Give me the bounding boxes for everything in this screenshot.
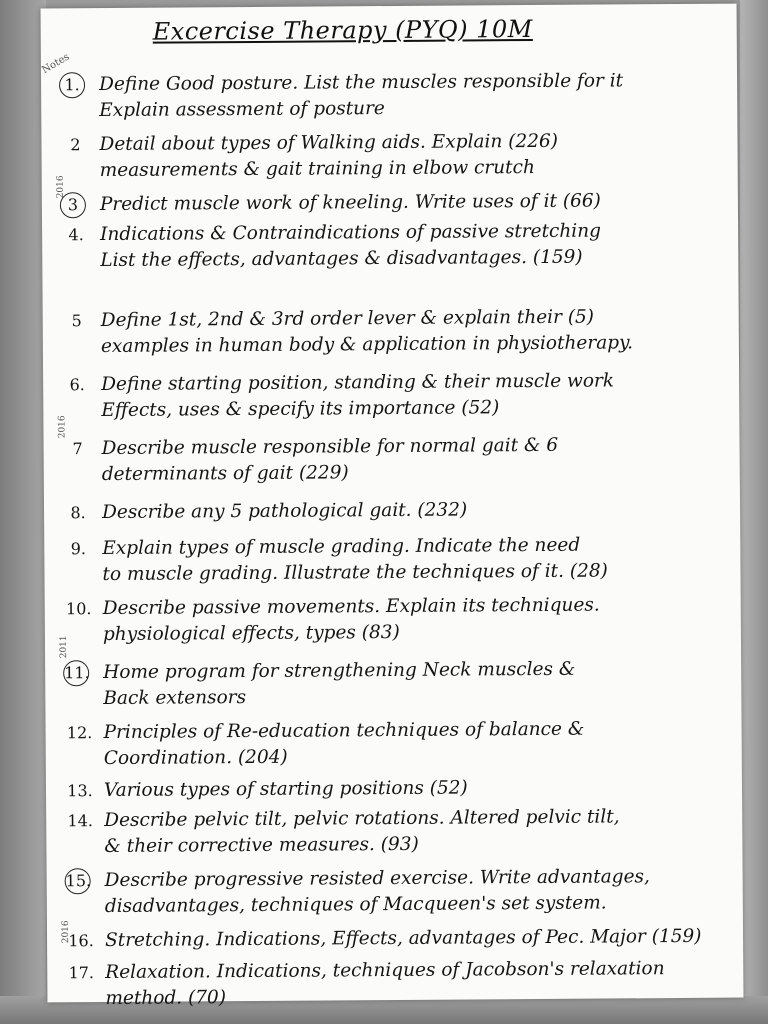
question-line: Stretching. Indications, Effects, advantages of Pec. Major (159) bbox=[104, 925, 702, 952]
question-text bbox=[100, 218, 724, 274]
question-text bbox=[102, 496, 726, 526]
question-line: Detail about types of Walking aids. Explain (226) bbox=[99, 130, 559, 156]
question-text bbox=[103, 656, 727, 712]
question-item bbox=[43, 304, 735, 358]
question-line: Coordination. (204) bbox=[103, 746, 288, 770]
question-line: Indications & Contraindications of passive stretching bbox=[100, 220, 601, 246]
question-number: 15. bbox=[65, 868, 91, 894]
question-text bbox=[104, 716, 728, 772]
question-number: 8. bbox=[70, 503, 86, 523]
question-line: Predict muscle work of kneeling. Write uses of it (66) bbox=[99, 190, 601, 216]
question-text bbox=[104, 804, 728, 860]
question-number: 4. bbox=[68, 225, 84, 245]
page-title bbox=[153, 15, 533, 46]
question-line: Describe any 5 pathological gait. (232) bbox=[101, 499, 468, 524]
question-line: Describe passive movements. Explain its techniques. bbox=[102, 594, 600, 620]
question-line: Principles of Re-education techniques of balance & bbox=[103, 718, 585, 744]
question-number: 3 bbox=[60, 192, 86, 218]
question-text bbox=[101, 304, 725, 360]
question-line: Home program for strengthening Neck muscles & bbox=[103, 658, 576, 684]
question-item bbox=[44, 532, 736, 586]
question-line: Define starting position, standing & their muscle work bbox=[101, 370, 615, 396]
question-line: to muscle grading. Illustrate the techniques of it. (28) bbox=[102, 560, 608, 586]
question-text bbox=[103, 592, 727, 648]
question-line: determinants of gait (229) bbox=[101, 462, 349, 486]
question-line: examples in human body & application in physiotherapy. bbox=[100, 332, 633, 358]
question-item bbox=[43, 368, 735, 422]
question-line: Define 1st, 2nd & 3rd order lever & explain their (5) bbox=[100, 306, 595, 332]
question-text bbox=[100, 188, 724, 218]
question-line: disadvantages, techniques of Macqueen's set system. bbox=[104, 892, 607, 918]
question-line: measurements & gait training in elbow crutch bbox=[99, 156, 535, 182]
question-text bbox=[105, 924, 729, 954]
title-text: Excercise Therapy (PYQ) 10M bbox=[152, 15, 533, 46]
question-item bbox=[42, 218, 734, 272]
question-text bbox=[99, 128, 723, 184]
question-number: 2 bbox=[70, 135, 81, 155]
paper-sheet bbox=[40, 4, 744, 1010]
margin-year-1: 2016 bbox=[55, 175, 66, 199]
question-item bbox=[45, 592, 737, 646]
question-text bbox=[105, 956, 729, 1012]
question-item bbox=[46, 804, 738, 858]
question-line: Effects, uses & specify its importance (52) bbox=[101, 397, 500, 422]
question-number: 17. bbox=[68, 963, 95, 983]
scan-left-edge bbox=[0, 0, 46, 1024]
question-item bbox=[41, 128, 733, 182]
question-item bbox=[42, 188, 734, 216]
question-item bbox=[44, 496, 736, 524]
question-item bbox=[41, 68, 733, 122]
question-item bbox=[46, 716, 738, 770]
margin-year-3: 2011 bbox=[58, 635, 70, 659]
question-number: 1. bbox=[59, 72, 85, 98]
question-text bbox=[101, 368, 725, 424]
question-line: List the effects, advantages & disadvantages. (159) bbox=[100, 246, 583, 272]
margin-year-4: 2016 bbox=[60, 920, 72, 944]
question-number: 11. bbox=[63, 660, 89, 686]
question-item bbox=[44, 432, 736, 486]
question-line: method. (70) bbox=[105, 987, 227, 1010]
question-text bbox=[105, 864, 729, 920]
question-item bbox=[47, 864, 739, 918]
question-number: 10. bbox=[65, 599, 92, 619]
question-number: 16. bbox=[68, 931, 94, 951]
margin-year-2: 2016 bbox=[57, 415, 68, 439]
question-line: Back extensors bbox=[103, 687, 247, 710]
question-text bbox=[102, 432, 726, 488]
question-number: 13. bbox=[67, 781, 93, 801]
question-item bbox=[47, 956, 739, 1010]
margin-note-top: Notes bbox=[40, 51, 72, 77]
question-number: 14. bbox=[67, 811, 93, 831]
question-number: 7 bbox=[72, 439, 83, 459]
question-text bbox=[102, 532, 726, 588]
question-line: Explain types of muscle grading. Indicate the need bbox=[102, 534, 581, 560]
question-item bbox=[45, 656, 737, 710]
question-line: Describe progressive resisted exercise. Write advantages, bbox=[104, 866, 650, 892]
question-number: 5 bbox=[71, 311, 82, 331]
question-line: Relaxation. Indications, techniques of Jacobson's relaxation bbox=[105, 958, 665, 984]
scan-right-edge bbox=[740, 0, 768, 1024]
question-line: Various types of starting positions (52) bbox=[103, 777, 468, 802]
question-line: Define Good posture. List the muscles responsible for it bbox=[98, 70, 624, 96]
question-item bbox=[46, 774, 738, 802]
question-line: Describe pelvic tilt, pelvic rotations. Altered pelvic tilt, bbox=[104, 806, 620, 832]
question-text bbox=[104, 774, 728, 804]
question-number: 6. bbox=[69, 375, 85, 395]
question-number: 12. bbox=[66, 723, 93, 743]
question-text bbox=[99, 68, 723, 124]
question-line: & their corrective measures. (93) bbox=[104, 833, 419, 858]
question-line: physiological effects, types (83) bbox=[102, 621, 400, 646]
question-number: 9. bbox=[70, 539, 87, 559]
question-line: Explain assessment of posture bbox=[99, 98, 385, 122]
question-line: Describe muscle responsible for normal gait & 6 bbox=[101, 434, 559, 460]
